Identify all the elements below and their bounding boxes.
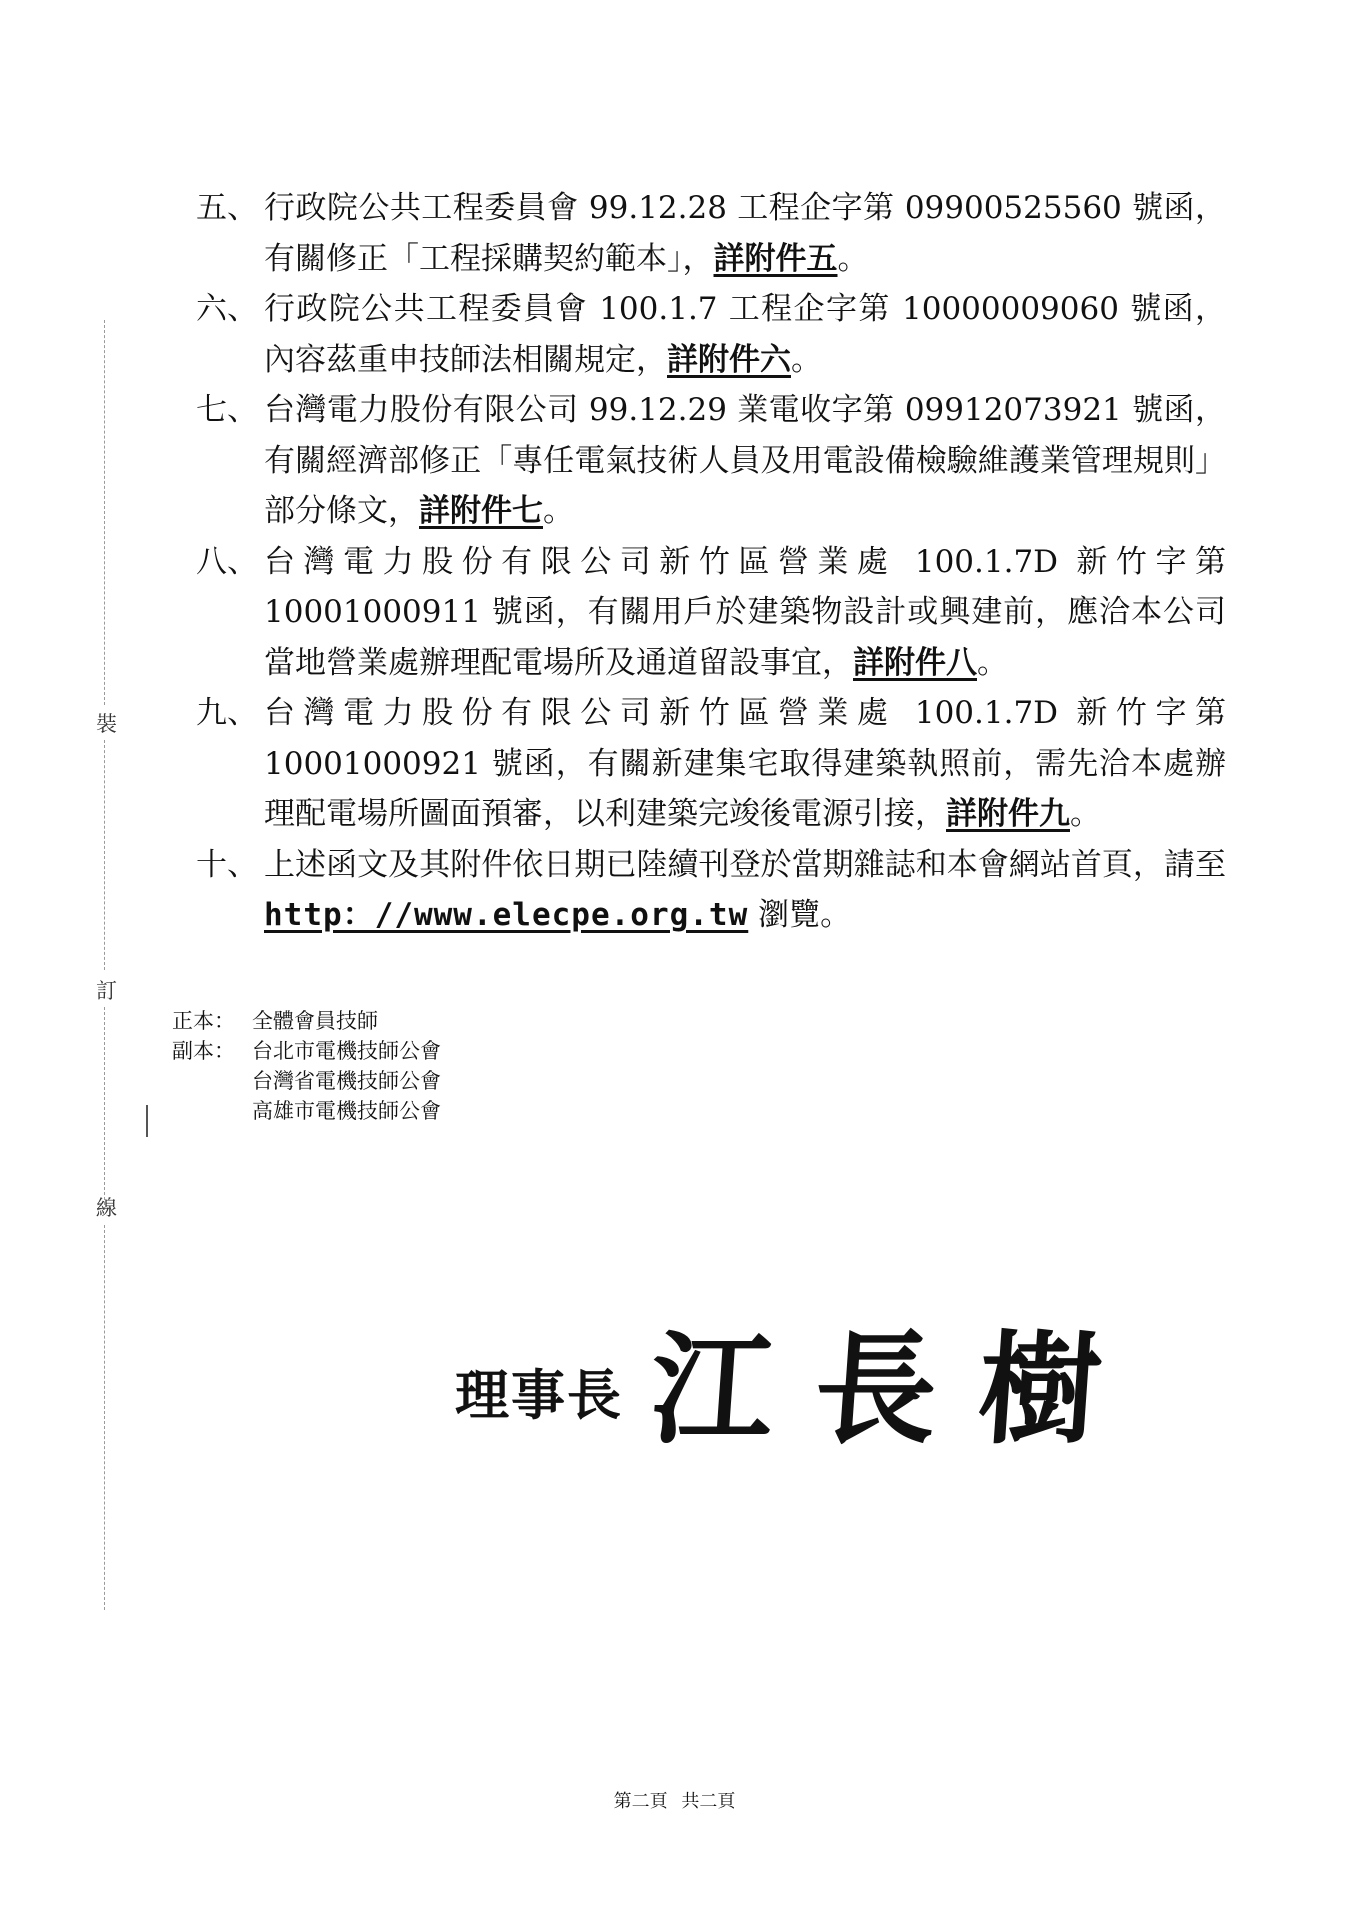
item-text: 台灣電力股份有限公司 99.12.29 業電收字第 09912073921 號函，有關經濟部修正「專任電氣技術人員及用電設備檢驗維護業管理規則」部分條文，: [264, 392, 1226, 529]
item-number: 八、: [196, 543, 258, 580]
item-text: 上述函文及其附件依日期已陸續刊登於當期雜誌和本會網站首頁，請至: [264, 846, 1226, 883]
margin-mark: [146, 1105, 148, 1137]
copy-recipient: 高雄市電機技師公會: [252, 1099, 441, 1123]
item-text: 。: [543, 493, 574, 529]
attachment-reference: 詳附件七: [419, 493, 543, 529]
item-text: 瀏覽。: [748, 897, 852, 933]
numbered-item: [196, 840, 1226, 941]
item-text: 台灣電力股份有限公司新竹區營業處 100.1.7D 新竹字第 10001000921 號函，有關新建集宅取得建築執照前，需先洽本處辦理配電場所圖面預審，以利建築完竣後電源引接，: [264, 695, 1226, 832]
binding-line: [96, 320, 117, 1610]
item-text: 台灣電力股份有限公司新竹區營業處 100.1.7D 新竹字第 10001000911 號函，有關用戶於建築物設計或興建前，應洽本公司當地營業處辦理配電場所及通道留設事宜，: [264, 543, 1226, 681]
binding-label-xian: 線: [96, 1196, 117, 1220]
numbered-item: [196, 284, 1226, 385]
chairman-signature: 江長樹: [645, 1317, 1149, 1461]
item-text: 。: [1070, 796, 1101, 832]
numbered-items: [196, 183, 1226, 941]
attachment-reference: 詳附件九: [946, 796, 1070, 832]
attachment-reference: 詳附件八: [853, 644, 977, 681]
attachment-reference: 詳附件五: [713, 240, 838, 277]
item-number: 十、: [196, 846, 258, 883]
copy-recipient: 台灣省電機技師公會: [252, 1069, 441, 1093]
numbered-item: [196, 385, 1226, 537]
item-text: 行政院公共工程委員會 99.12.28 工程企字第 09900525560 號函，有關修正「工程採購契約範本」，: [264, 190, 1226, 277]
item-number: 九、: [196, 695, 258, 731]
main-recipient-label: 正本：: [172, 1009, 235, 1033]
copy-recipient-label: 副本：: [172, 1039, 235, 1063]
numbered-item: [196, 688, 1226, 840]
item-text: 行政院公共工程委員會 100.1.7 工程企字第 10000009060 號函，內容茲重申技師法相關規定，: [264, 291, 1226, 378]
binding-label-ding: 訂: [96, 979, 117, 1003]
item-text: 。: [977, 644, 1008, 681]
page-number: 第二頁: [613, 1791, 668, 1812]
website-link[interactable]: http：//www.elecpe.org.tw: [264, 897, 749, 933]
page-total: 共二頁: [681, 1791, 736, 1812]
numbered-item: [196, 537, 1226, 689]
page-footer: [0, 1787, 1349, 1813]
copy-recipient: 台北市電機技師公會: [252, 1039, 441, 1063]
numbered-item: [196, 183, 1226, 284]
binding-label-zhuang: 裝: [96, 712, 117, 736]
chairman-title: 理事長: [455, 1363, 623, 1427]
attachment-reference: 詳附件六: [667, 341, 791, 378]
distribution-list: [172, 1006, 441, 1126]
main-recipient: 全體會員技師: [252, 1009, 378, 1033]
item-number: 六、: [196, 291, 258, 327]
item-text: 。: [837, 240, 869, 277]
item-number: 五、: [196, 190, 258, 226]
item-number: 七、: [196, 392, 258, 428]
signature-block: [455, 1290, 1149, 1461]
item-text: 。: [791, 341, 822, 378]
